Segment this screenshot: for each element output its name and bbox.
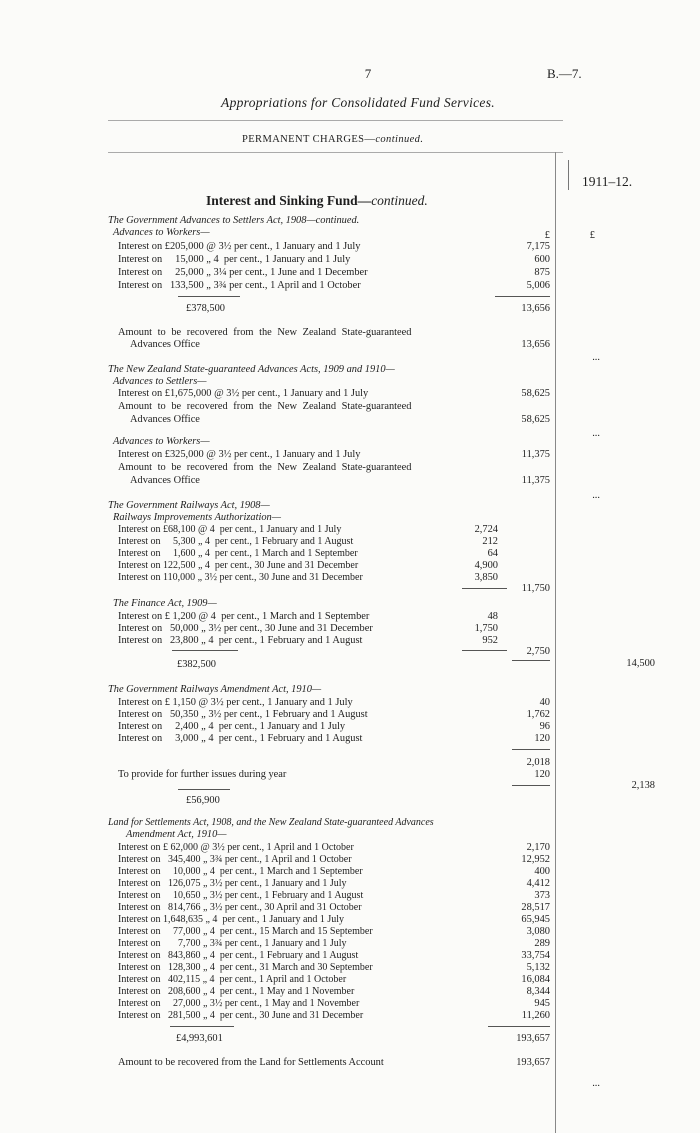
block1-left-rule xyxy=(178,296,240,297)
block5-left-rule xyxy=(170,1026,234,1027)
block5-line: Interest on 10,000 „ 4 per cent., 1 March and 1 September xyxy=(118,866,363,877)
block1-subheading: Advances to Workers— xyxy=(113,227,210,238)
block5-line: Interest on 402,115 „ 4 per cent., 1 April and 1 October xyxy=(118,974,347,985)
block4-further: To provide for further issues during year xyxy=(118,769,287,780)
pound-sign-col3: £ xyxy=(544,230,550,241)
block2-recover-3: Amount to be recovered from the New Zealand State-guaranteed xyxy=(118,462,412,473)
block1-amount-rule xyxy=(495,296,550,297)
block2-col4b: ... xyxy=(592,490,600,501)
block2-line: Interest on £1,675,000 @ 3½ per cent., 1 January and 1 July xyxy=(118,388,369,399)
block5-heading-2: Amendment Act, 1910— xyxy=(126,829,227,840)
block4-line-4: Interest on 3,000 „ 4 per cent., 1 February and 1 August xyxy=(118,733,363,744)
block1-line-2: Interest on 15,000 „ 4 per cent., 1 January and 1 July xyxy=(118,254,351,265)
block2-recover-amount: 58,625 xyxy=(521,414,550,425)
block5-line: Interest on 281,500 „ 4 per cent., 30 June and 31 December xyxy=(118,1010,364,1021)
column-rule-amounts xyxy=(555,152,556,1133)
block3-amount-1: 2,724 xyxy=(474,524,498,535)
block5-col4: ... xyxy=(592,1078,600,1089)
block5-amount: 2,170 xyxy=(526,842,550,853)
block1-recover-2: Advances Office xyxy=(130,339,200,350)
block4-line-3: Interest on 2,400 „ 4 per cent., 1 January and 1 July xyxy=(118,721,346,732)
block3-heading: The Government Railways Act, 1908— xyxy=(108,500,270,511)
block1-heading: The Government Advances to Settlers Act, 1908—continued. xyxy=(108,215,360,226)
block5-amount: 12,952 xyxy=(521,854,550,865)
block4-left-rule xyxy=(178,789,230,790)
block5-line: Interest on 27,000 „ 3½ per cent., 1 May and 1 November xyxy=(118,998,360,1009)
block4-further-amount: 120 xyxy=(534,769,550,780)
block2-line2-amount: 11,375 xyxy=(521,449,550,460)
block3-line-1: Interest on £68,100 @ 4 per cent., 1 January and 1 July xyxy=(118,524,342,535)
block4-amount-2: 1,762 xyxy=(526,709,550,720)
block4-rule xyxy=(512,749,550,750)
block5-amount: 289 xyxy=(534,938,550,949)
block3-amount-rule xyxy=(512,660,550,661)
block3-line-2: Interest on 5,300 „ 4 per cent., 1 February and 1 August xyxy=(118,536,354,547)
block5-line: Interest on 128,300 „ 4 per cent., 31 March and 30 September xyxy=(118,962,373,973)
block5-line: Interest on 10,650 „ 3½ per cent., 1 February and 1 August xyxy=(118,890,364,901)
block3-subheading: Railways Improvements Authorization— xyxy=(113,512,281,523)
block3-line-3: Interest on 1,600 „ 4 per cent., 1 March and 1 September xyxy=(118,548,358,559)
block1-amount-3: 875 xyxy=(534,267,550,278)
block4-amount-1: 40 xyxy=(539,697,550,708)
block3-amount-3: 64 xyxy=(487,548,498,559)
block5-amount: 945 xyxy=(534,998,550,1009)
block3-amount-4: 4,900 xyxy=(474,560,498,571)
column-rule-year xyxy=(568,160,569,190)
block3-line-4: Interest on 122,500 „ 4 per cent., 30 June and 31 December xyxy=(118,560,359,571)
block5-amount: 11,260 xyxy=(521,1010,550,1021)
block5-amount: 65,945 xyxy=(521,914,550,925)
finance-line-2: Interest on 50,000 „ 3½ per cent., 30 June and 31 December xyxy=(118,623,373,634)
page-title: Appropriations for Consolidated Fund Services. xyxy=(221,95,495,110)
block4-heading: The Government Railways Amendment Act, 1910— xyxy=(108,684,322,695)
finance-heading: The Finance Act, 1909— xyxy=(113,598,217,609)
block1-amount-1: 7,175 xyxy=(526,241,550,252)
block5-amount: 28,517 xyxy=(521,902,550,913)
block1-line-3: Interest on 25,000 „ 3¼ per cent., 1 June and 1 December xyxy=(118,267,368,278)
block5-amount: 5,132 xyxy=(526,962,550,973)
block3-amount-5: 3,850 xyxy=(474,572,498,583)
block1-col4: ... xyxy=(592,352,600,363)
block5-amount-rule xyxy=(488,1026,550,1027)
block4-amount-4: 120 xyxy=(534,733,550,744)
block5-amount: 33,754 xyxy=(521,950,550,961)
block5-line: Interest on 843,860 „ 4 per cent., 1 February and 1 August xyxy=(118,950,359,961)
year-heading: 1911–12. xyxy=(582,174,633,189)
block5-amount: 8,344 xyxy=(526,986,550,997)
finance-line-1: Interest on £ 1,200 @ 4 per cent., 1 March and 1 September xyxy=(118,611,370,622)
finance-total: 2,750 xyxy=(526,646,550,657)
block1-recover-1: Amount to be recovered from the New Zealand State-guaranteed xyxy=(118,327,412,338)
block4-amount-3: 96 xyxy=(539,721,550,732)
document-ref: B.—7. xyxy=(547,66,582,81)
block3-total-left: £382,500 xyxy=(177,659,216,670)
block2-col4: ... xyxy=(592,428,600,439)
block4-line-1: Interest on £ 1,150 @ 3½ per cent., 1 January and 1 July xyxy=(118,697,353,708)
block3-subtotal: 11,750 xyxy=(521,583,550,594)
block1-amount-4: 5,006 xyxy=(526,280,550,291)
block5-total: 193,657 xyxy=(516,1033,550,1044)
block4-col4: 2,138 xyxy=(631,780,655,791)
finance-amount-3: 952 xyxy=(482,635,498,646)
block2-line-amount: 58,625 xyxy=(521,388,550,399)
block1-total: 13,656 xyxy=(521,303,550,314)
block5-amount: 3,080 xyxy=(526,926,550,937)
block1-total-left: £378,500 xyxy=(186,303,225,314)
block5-amount: 16,084 xyxy=(521,974,550,985)
block5-recover: Amount to be recovered from the Land for Settlements Account xyxy=(118,1057,384,1068)
block5-amount: 400 xyxy=(534,866,550,877)
block1-line-4: Interest on 133,500 „ 3¾ per cent., 1 April and 1 October xyxy=(118,280,361,291)
block1-recover-amount: 13,656 xyxy=(521,339,550,350)
finance-amount-2: 1,750 xyxy=(474,623,498,634)
block3-col4: 14,500 xyxy=(626,658,655,669)
section-subtitle: PERMANENT CHARGES—continued. xyxy=(242,134,424,145)
block4-line-2: Interest on 50,350 „ 3½ per cent., 1 February and 1 August xyxy=(118,709,368,720)
block5-line: Interest on £ 62,000 @ 3½ per cent., 1 April and 1 October xyxy=(118,842,354,853)
block5-line: Interest on 345,400 „ 3¾ per cent., 1 April and 1 October xyxy=(118,854,352,865)
block1-line-1: Interest on £205,000 @ 3½ per cent., 1 January and 1 July xyxy=(118,241,361,252)
header-rule xyxy=(108,120,563,121)
block2-heading: The New Zealand State-guaranteed Advances Acts, 1909 and 1910— xyxy=(108,364,395,375)
block1-amount-2: 600 xyxy=(534,254,550,265)
block2-recover-4: Advances Office xyxy=(130,475,200,486)
block5-total-left: £4,993,601 xyxy=(176,1033,223,1044)
block5-line: Interest on 1,648,635 „ 4 per cent., 1 January and 1 July xyxy=(118,914,345,925)
block3-left-rule xyxy=(172,650,238,651)
finance-amount-1: 48 xyxy=(487,611,498,622)
block4-total-left: £56,900 xyxy=(186,795,220,806)
block5-amount: 373 xyxy=(534,890,550,901)
block2-recover-1: Amount to be recovered from the New Zealand State-guaranteed xyxy=(118,401,412,412)
section-heading: Interest and Sinking Fund—continued. xyxy=(206,193,428,208)
block5-recover-amount: 193,657 xyxy=(516,1057,550,1068)
finance-line-3: Interest on 23,800 „ 4 per cent., 1 February and 1 August xyxy=(118,635,363,646)
pound-sign-col4: £ xyxy=(589,230,595,241)
block4-subtotal: 2,018 xyxy=(526,757,550,768)
block2-recover2-amount: 11,375 xyxy=(521,475,550,486)
block5-heading-1: Land for Settlements Act, 1908, and the New Zealand State-guaranteed Advances xyxy=(108,817,434,828)
block4-amount-rule xyxy=(512,785,550,786)
block5-line: Interest on 126,075 „ 3½ per cent., 1 January and 1 July xyxy=(118,878,347,889)
page-number: 7 xyxy=(364,66,372,81)
block5-line: Interest on 77,000 „ 4 per cent., 15 March and 15 September xyxy=(118,926,373,937)
block2-recover-2: Advances Office xyxy=(130,414,200,425)
block2-subheading: Advances to Settlers— xyxy=(113,376,207,387)
block3-amount-2: 212 xyxy=(482,536,498,547)
block5-amount: 4,412 xyxy=(526,878,550,889)
block5-line: Interest on 814,766 „ 3½ per cent., 30 April and 31 October xyxy=(118,902,362,913)
block5-line: Interest on 208,600 „ 4 per cent., 1 May and 1 November xyxy=(118,986,355,997)
block2-subheading-2: Advances to Workers— xyxy=(113,436,210,447)
block5-line: Interest on 7,700 „ 3¾ per cent., 1 January and 1 July xyxy=(118,938,347,949)
subtitle-rule xyxy=(108,152,563,153)
block2-line-2: Interest on £325,000 @ 3½ per cent., 1 January and 1 July xyxy=(118,449,361,460)
block3-line-5: Interest on 110,000 „ 3½ per cent., 30 June and 31 December xyxy=(118,572,363,583)
